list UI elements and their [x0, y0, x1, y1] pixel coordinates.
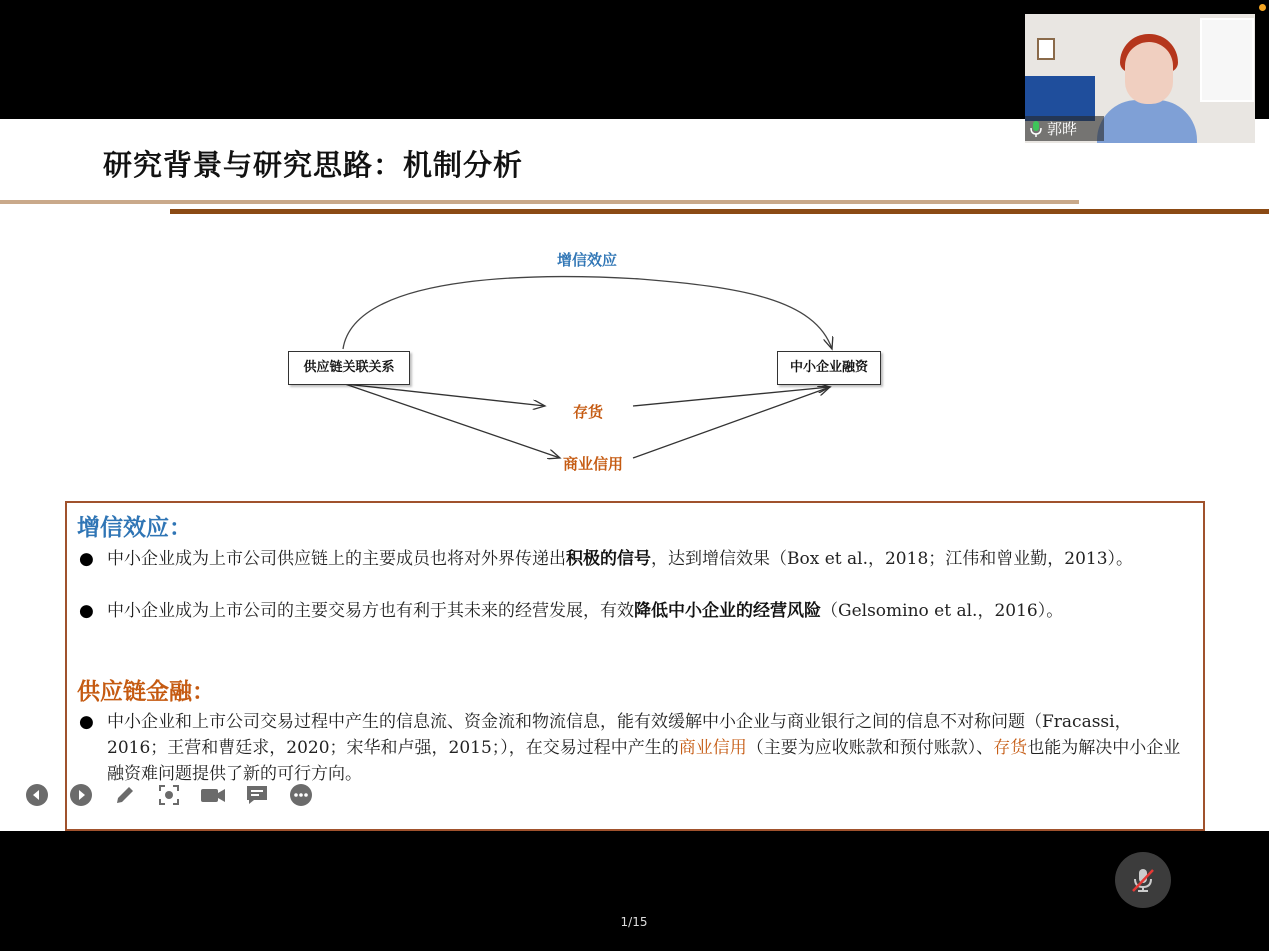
more-button[interactable]: [288, 782, 314, 808]
page-indicator: 1/15: [620, 915, 648, 929]
supply-chain-node-label: 供应链关联关系: [303, 360, 395, 375]
next-slide-button[interactable]: [68, 782, 94, 808]
bullet-text-end: 也能为解决中小企业融资难问题提供了新的可行方向。: [107, 738, 1181, 784]
bullet-dot: ●: [79, 712, 94, 732]
bullet-dot: ●: [79, 549, 94, 569]
wall-art: [1037, 38, 1055, 60]
bullet-item: [79, 709, 1191, 787]
bullet-item: [79, 546, 1191, 572]
pen-button[interactable]: [112, 782, 138, 808]
bullet-text-end: ，达到增信效果（Box et al.，2018；江伟和曾业勤，2013）。: [651, 549, 1134, 569]
presentation-toolbar: [24, 782, 332, 808]
arrow-inventory-to-financing: [633, 387, 830, 406]
presentation-slide: [0, 119, 1269, 831]
participant-name: 郭晔: [1047, 120, 1078, 138]
bullet-text: 中小企业成为上市公司供应链上的主要成员也将对外界传递出: [107, 549, 566, 569]
background-window: [1200, 18, 1254, 102]
arrow-trade-credit-to-financing: [633, 387, 830, 458]
comment-icon: [245, 783, 269, 807]
credit-enhancement-label: 增信效应: [557, 251, 618, 269]
inventory-highlight: 存货: [993, 738, 1028, 758]
mic-muted-icon: [1128, 865, 1158, 895]
participant-face: [1125, 42, 1173, 104]
bullet-dot: ●: [79, 601, 94, 621]
inventory-label: 存货: [573, 403, 604, 421]
mic-active-icon: [1029, 120, 1043, 138]
sme-financing-node: [777, 351, 881, 385]
participant-name-tag: [1025, 116, 1104, 141]
participant-body: [1097, 100, 1197, 143]
screenshot-button[interactable]: [156, 782, 182, 808]
background-sofa: [1025, 76, 1095, 121]
trade-credit-label: 商业信用: [563, 455, 624, 473]
bullet-text-end: （Gelsomino et al.，2016）。: [821, 601, 1064, 621]
status-dot: [1259, 4, 1266, 11]
bullet-text: 中小企业和上市公司交易过程中产生的信息流、资金流和物流信息，能有效缓解中小企业与商业银行之间的信息不对称问题（Fracassi，2016；王营和曹廷求，2020；宋华和卢强，2015；），在交易过程中产生的: [107, 712, 1132, 758]
camera-icon: [200, 783, 226, 807]
credit-enhancement-arc: [343, 277, 832, 349]
supply-chain-node: [288, 351, 410, 385]
arrow-to-trade-credit: [345, 384, 560, 458]
participant-video[interactable]: [1025, 14, 1255, 143]
trade-credit-highlight: 商业信用: [678, 738, 747, 758]
section-supply-chain-finance-title: 供应链金融：: [77, 679, 215, 705]
pen-icon: [113, 783, 137, 807]
next-icon: [69, 783, 93, 807]
bullet-item: [79, 598, 1191, 624]
prev-icon: [25, 783, 49, 807]
mechanism-diagram: [0, 119, 1269, 499]
bullet-text: 中小企业成为上市公司的主要交易方也有利于其未来的经营发展，有效: [107, 601, 634, 621]
mute-toggle-button[interactable]: [1115, 852, 1171, 908]
screenshot-icon: [157, 783, 181, 807]
sme-financing-node-label: 中小企业融资: [789, 360, 868, 375]
more-icon: [289, 783, 313, 807]
comment-button[interactable]: [244, 782, 270, 808]
bullet-text-mid: （主要为应收账款和预付账款）、: [746, 738, 994, 758]
bullet-bold-text: 降低中小企业的经营风险: [634, 601, 821, 621]
section-credit-enhancement-title: 增信效应：: [77, 515, 192, 541]
slide-title: 研究背景与研究思路：机制分析: [103, 148, 524, 182]
prev-slide-button[interactable]: [24, 782, 50, 808]
bullet-bold-text: 积极的信号: [566, 549, 651, 569]
camera-button[interactable]: [200, 782, 226, 808]
